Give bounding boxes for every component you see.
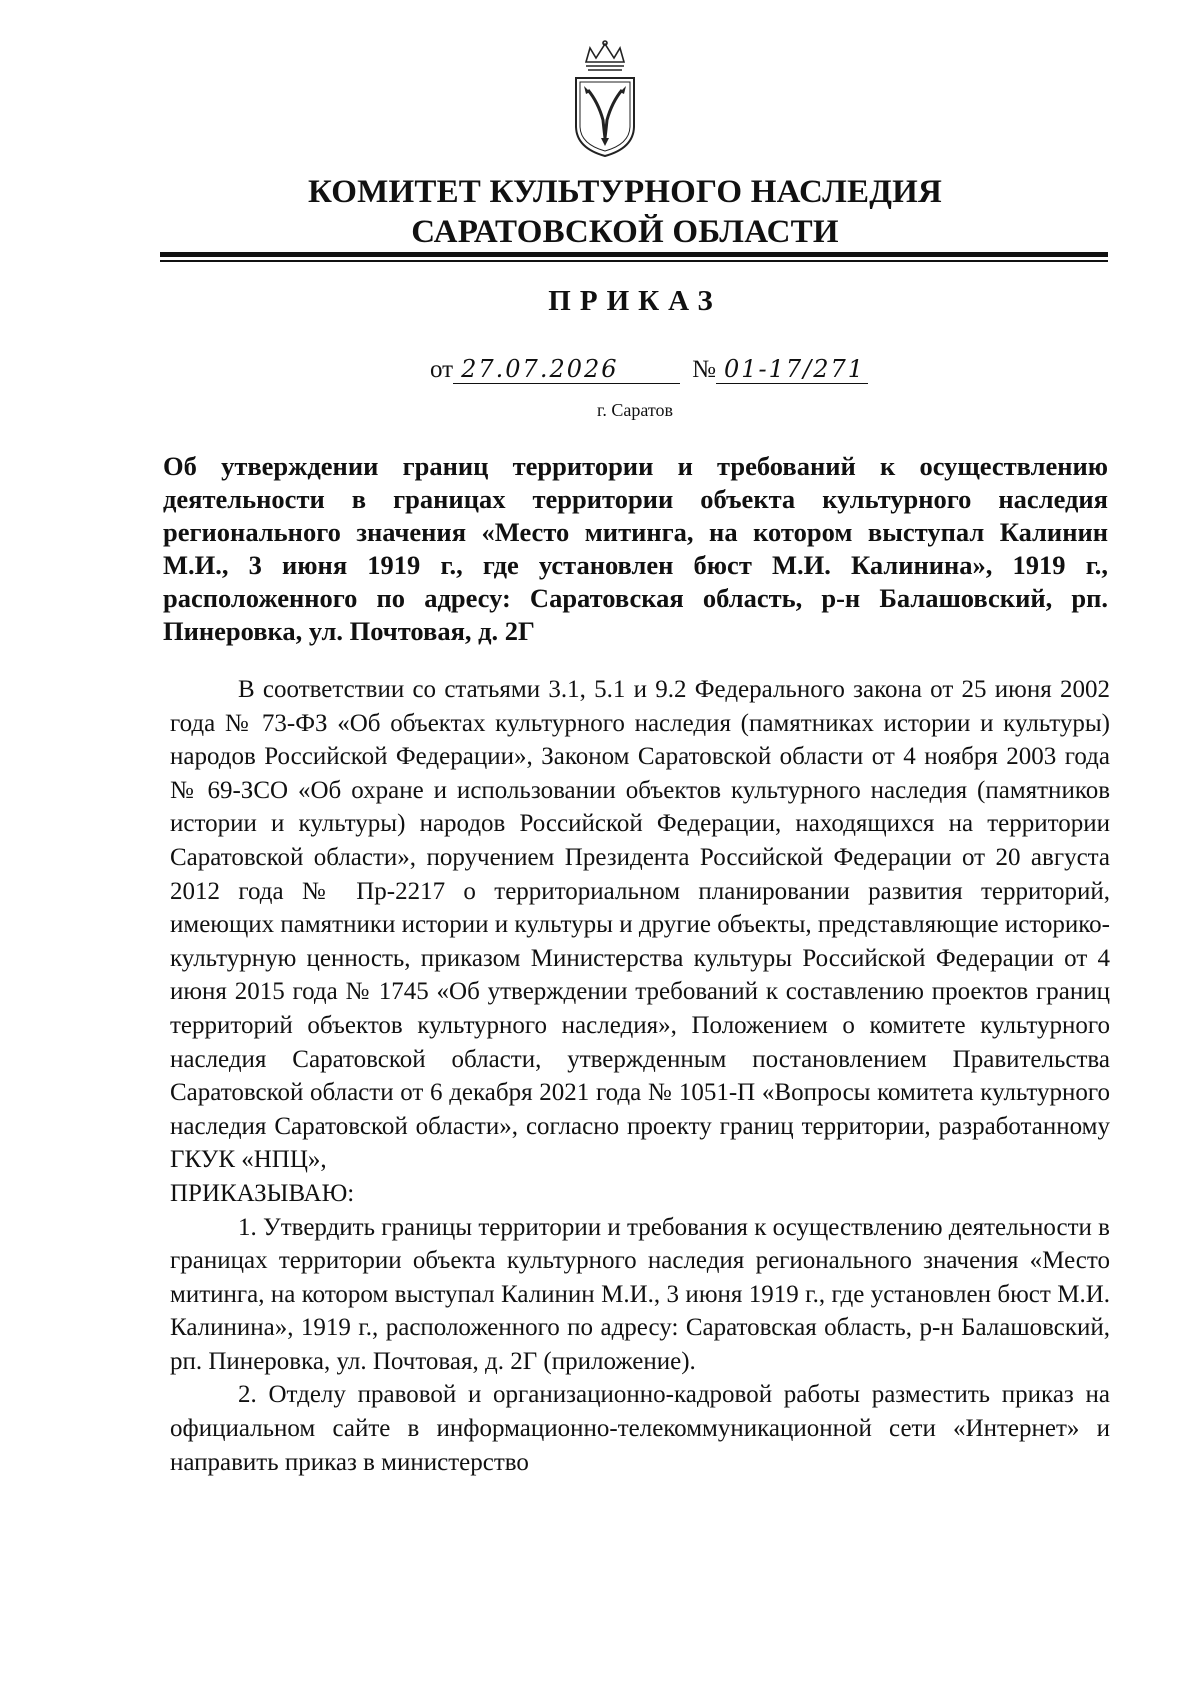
order-item-2: 2. Отделу правовой и организационно-кадровой работы разместить приказ на официальном сайте в информационно-телекоммуникационной сети «Интернет» и направить приказ в министерство <box>170 1381 1110 1476</box>
organization-name-line1: КОМИТЕТ КУЛЬТУРНОГО НАСЛЕДИЯ <box>307 174 943 210</box>
header-divider-thin <box>160 260 1108 262</box>
body-preamble-paragraph: В соответствии со статьями 3.1, 5.1 и 9.2 Федерального закона от 25 июня 2002 года № 73-ФЗ «Об объектах культурного наследия (памятниках истории и культуры) народов Российской Федерации», Законом Саратовской области от 4 ноября 2003 года № 69-ЗСО «Об охране и использовании объектов культурного наследия (памятников истории и культуры) народов Российской Федерации, находящихся на территории Саратовской области», поручением Президента Российской Федерации от 20 августа 2012 года № Пр-2217 о территориальном планировании развития территорий, имеющих памятники истории и культуры и другие объекты, представляющие историко-культурную ценность, приказом Министерства культуры Российской Федерации от 4 июня 2015 года № 1745 «Об утверждении требований к составлению проектов границ территорий объектов культурного наследия», Положением о комитете культурного наследия Саратовской области, утвержденным постановлением Правительства Саратовской области от 6 декабря 2021 года № 1051-П «Вопросы комитета культурного наследия Саратовской области», согласно проекту границ территории, разработанному ГКУК «НПЦ», <box>170 676 1110 1174</box>
organization-name <box>150 172 1100 252</box>
number-label: № <box>692 356 716 383</box>
order-date-handwritten: 27.07.2026 <box>453 355 680 384</box>
date-label: от <box>430 356 454 383</box>
issue-city: г. Саратов <box>597 400 673 420</box>
document-type-title: ПРИКАЗ <box>548 285 722 317</box>
organization-name-line2: САРАТОВСКОЙ ОБЛАСТИ <box>411 214 839 250</box>
order-number-handwritten: 01-17/271 <box>716 355 868 384</box>
order-date-number-line <box>430 355 868 384</box>
saratov-coat-of-arms-icon <box>570 40 640 160</box>
header-divider-thick <box>160 252 1108 257</box>
order-subject-heading: Об утверждении границ территории и требований к осуществлению деятельности в границах территории объекта культурного наследия регионального значения «Место митинга, на котором выступал Калинин М.И., 3 июня 1919 г., где установлен бюст М.И. Калинина», 1919 г., расположенного по адресу: Саратовская область, р-н Балашовский, рп. Пинеровка, ул. Почтовая, д. 2Г <box>163 451 1108 646</box>
order-body <box>170 673 1110 1479</box>
order-directive-word: ПРИКАЗЫВАЮ: <box>170 1179 355 1207</box>
order-item-1: 1. Утвердить границы территории и требования к осуществлению деятельности в границах территории объекта культурного наследия регионального значения «Место митинга, на котором выступал Калинин М.И., 3 июня 1919 г., где установлен бюст М.И. Калинина», 1919 г., расположенного по адресу: Саратовская область, р-н Балашовский, рп. Пинеровка, ул. Почтовая, д. 2Г (приложение). <box>170 1213 1110 1375</box>
